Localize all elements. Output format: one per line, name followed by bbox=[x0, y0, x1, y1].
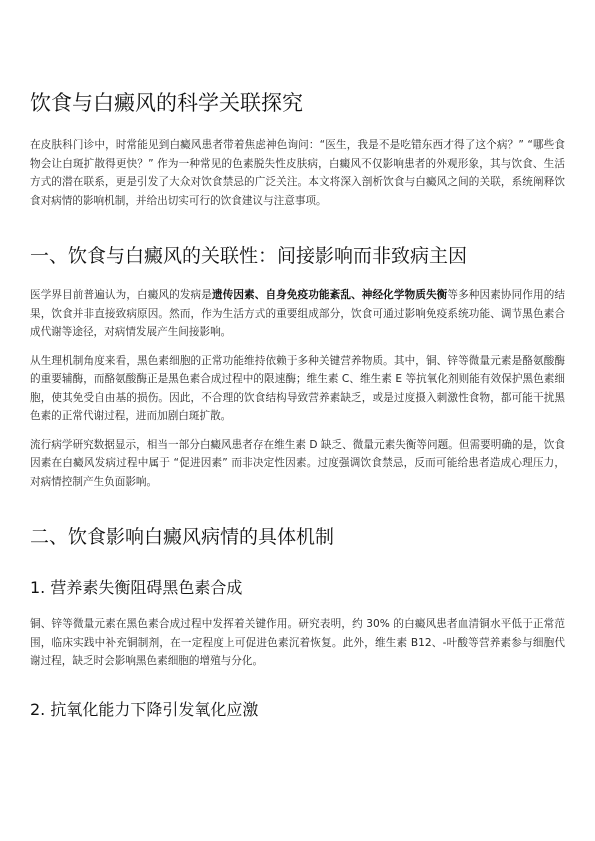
subsection-1-heading: 1. 营养素失衡阻碍黑色素合成 bbox=[30, 578, 243, 597]
section-1-paragraph-1-text-a: 医学界目前普遍认为，白癜风的发病是 bbox=[30, 289, 212, 301]
intro-paragraph: 在皮肤科门诊中，时常能见到白癜风患者带着焦虑神色询问：“医生，我是不是吃错东西才得了这个病？” “哪些食物会让白斑扩散得更快？” 作为一种常见的色素脱失性皮肤病，白癜风不仅影响患者的外观形象，其与饮食、生活方式的潜在联系，更是引发了大众对饮食禁忌的广泛关注。本文将深入剖析饮食与白癜风之间的关联，系统阐释饮食对病情的影响机制，并给出切实可行的饮食建议与注意事项。 bbox=[30, 139, 565, 207]
subsection-1-paragraph: 铜、锌等微量元素在黑色素合成过程中发挥着关键作用。研究表明，约 30% 的白癜风患者血清铜水平低于正常范围，临床实践中补充铜制剂，在一定程度上可促进色素沉着恢复。此外，维生素 B12、-叶酸等营养素参与细胞代谢过程，缺乏时会影响黑色素细胞的增殖与分化。 bbox=[30, 618, 565, 667]
section-1-paragraph-1 bbox=[30, 286, 565, 342]
section-1-paragraph-2: 从生理机制角度来看，黑色素细胞的正常功能维持依赖于多种关键营养物质。其中，铜、锌等微量元素是酪氨酸酶的重要辅酶，而酪氨酸酶正是黑色素合成过程中的限速酶；维生素 C、维生素 E 等抗氧化剂则能有效保护黑色素细胞，使其免受自由基的损伤。因此，不合理的饮食结构导致营养素缺乏，或是过度摄入刺激性食物，都可能干扰黑色素的正常代谢过程，进而加剧白斑扩散。 bbox=[30, 354, 565, 422]
section-2-heading: 二、饮食影响白癜风病情的具体机制 bbox=[30, 526, 335, 548]
subsection-2-heading: 2. 抗氧化能力下降引发氧化应激 bbox=[30, 699, 259, 719]
section-1-paragraph-1-text-b: 等多种因素协同作用的结果，饮食并非直接致病原因。然而，作为生活方式的重要组成部分，饮食可通过影响免疫系统功能、调节黑色素合成代谢等途径，对病情发展产生间接影响。 bbox=[30, 289, 566, 338]
page-title: 饮食与白癜风的科学关联探究 bbox=[30, 91, 303, 115]
section-1-paragraph-1-bold: 遗传因素、自身免疫功能紊乱、神经化学物质失衡 bbox=[211, 289, 448, 301]
section-1-paragraph-3: 流行病学研究数据显示，相当一部分白癜风患者存在维生素 D 缺乏、微量元素失衡等问题。但需要明确的是，饮食因素在白癜风发病过程中属于 “促进因素” 而非决定性因素。过度强调饮食禁忌，反而可能给患者造成心理压力，对病情控制产生负面影响。 bbox=[30, 438, 565, 488]
section-1-heading: 一、饮食与白癜风的关联性：间接影响而非致病主因 bbox=[30, 245, 468, 267]
